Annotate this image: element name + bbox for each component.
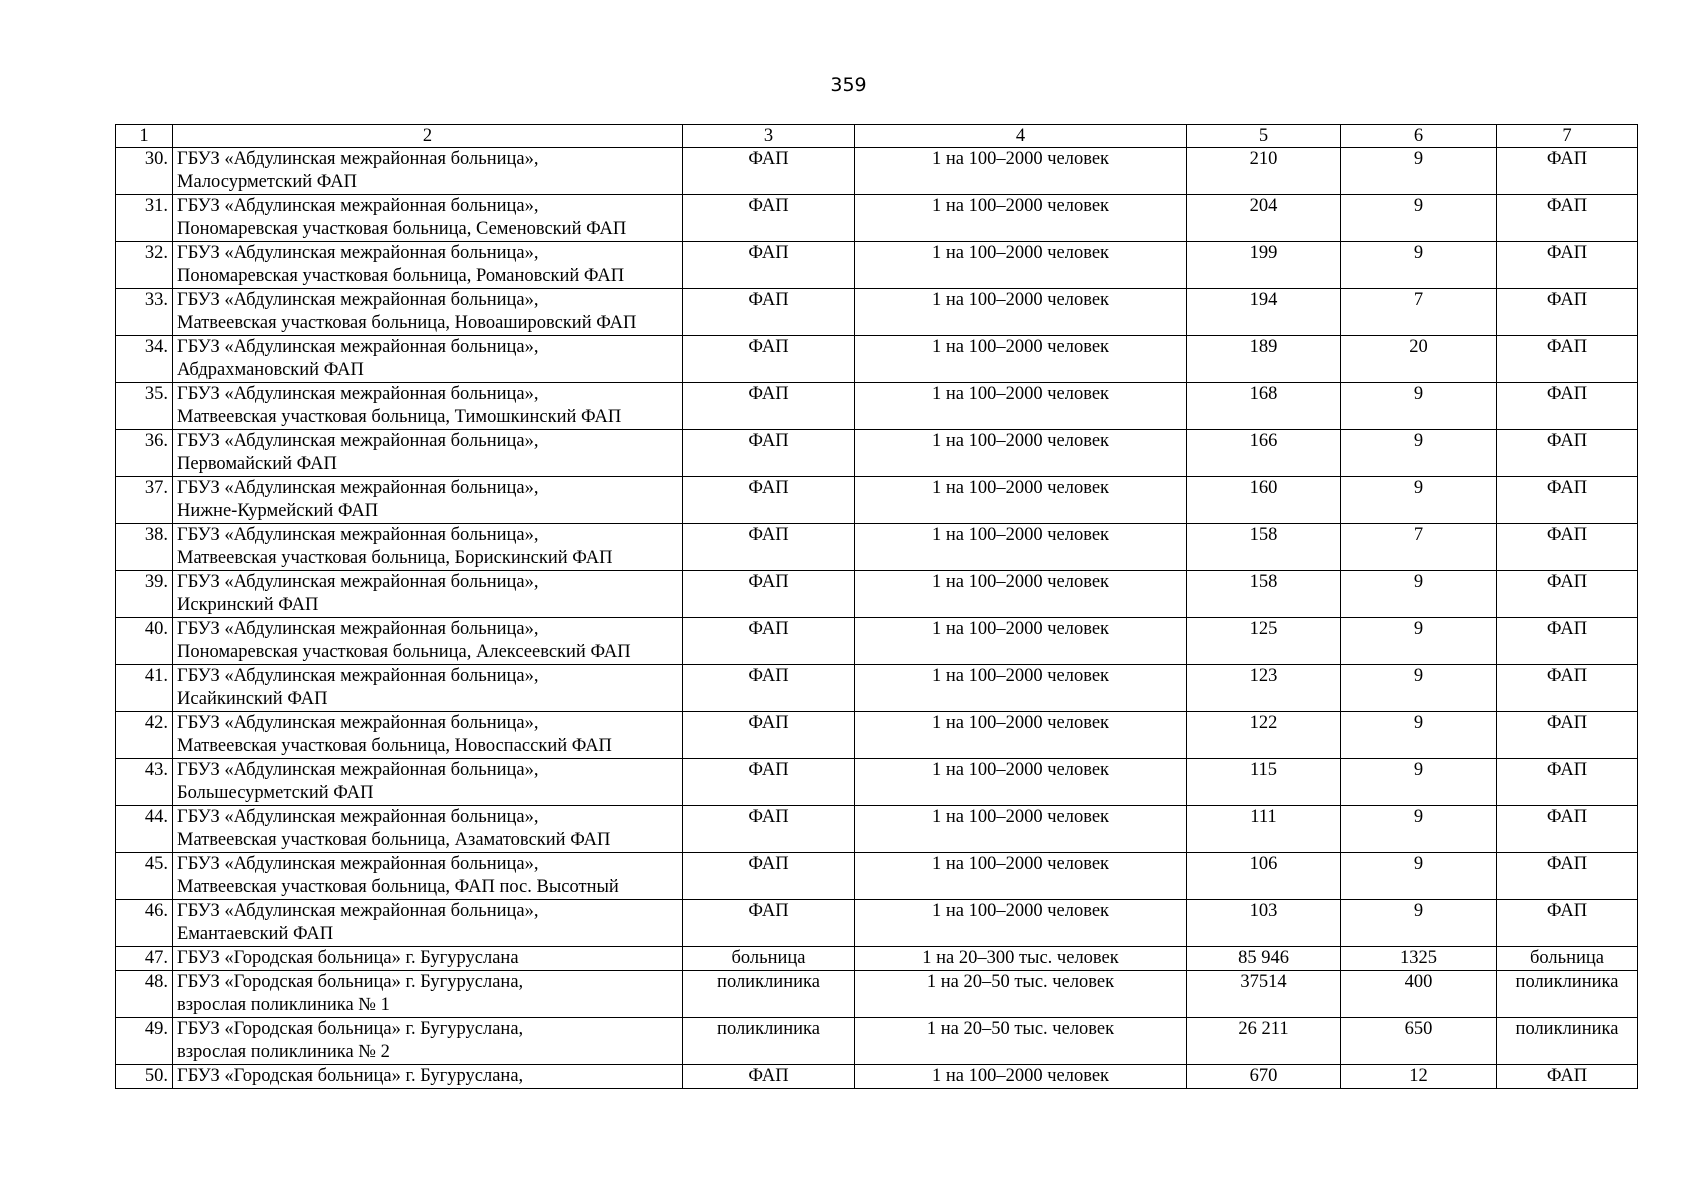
distance: 9 bbox=[1341, 383, 1497, 430]
facility-type: ФАП bbox=[683, 853, 855, 900]
row-number: 41. bbox=[116, 665, 173, 712]
facility-name bbox=[173, 947, 683, 971]
table-row bbox=[116, 900, 1638, 947]
facility-name-line: Искринский ФАП bbox=[177, 595, 319, 615]
population: 111 bbox=[1187, 806, 1341, 853]
service-norm: 1 на 100–2000 человек bbox=[855, 665, 1187, 712]
column-header: 1 bbox=[116, 125, 173, 148]
object-type: ФАП bbox=[1497, 242, 1638, 289]
facility-name-line: Матвеевская участковая больница, Новоспасский ФАП bbox=[177, 736, 612, 756]
facility-name-line: ГБУЗ «Абдулинская межрайонная больница», bbox=[177, 666, 539, 686]
facility-name bbox=[173, 289, 683, 336]
service-norm: 1 на 20–50 тыс. человек bbox=[855, 1018, 1187, 1065]
facility-name-line: Нижне-Курмейский ФАП bbox=[177, 501, 379, 521]
distance: 7 bbox=[1341, 524, 1497, 571]
object-type: ФАП bbox=[1497, 336, 1638, 383]
facility-type: ФАП bbox=[683, 477, 855, 524]
facility-name-line: Матвеевская участковая больница, ФАП пос. Высотный bbox=[177, 877, 619, 897]
distance: 9 bbox=[1341, 242, 1497, 289]
object-type: ФАП bbox=[1497, 806, 1638, 853]
facility-name-line: ГБУЗ «Городская больница» г. Бугуруслана, bbox=[177, 1066, 524, 1086]
object-type: ФАП bbox=[1497, 759, 1638, 806]
facility-type: ФАП bbox=[683, 571, 855, 618]
service-norm: 1 на 20–300 тыс. человек bbox=[855, 947, 1187, 971]
facility-name-line: ГБУЗ «Абдулинская межрайонная больница», bbox=[177, 807, 539, 827]
distance: 12 bbox=[1341, 1065, 1497, 1089]
service-norm: 1 на 100–2000 человек bbox=[855, 712, 1187, 759]
table-row bbox=[116, 1065, 1638, 1089]
service-norm: 1 на 20–50 тыс. человек bbox=[855, 971, 1187, 1018]
distance: 9 bbox=[1341, 430, 1497, 477]
service-norm: 1 на 100–2000 человек bbox=[855, 336, 1187, 383]
table-row bbox=[116, 665, 1638, 712]
facility-name bbox=[173, 1018, 683, 1065]
population: 26 211 bbox=[1187, 1018, 1341, 1065]
table-row bbox=[116, 853, 1638, 900]
population: 158 bbox=[1187, 571, 1341, 618]
facility-name-line: ГБУЗ «Абдулинская межрайонная больница», bbox=[177, 431, 539, 451]
table-row bbox=[116, 383, 1638, 430]
object-type: ФАП bbox=[1497, 195, 1638, 242]
facility-name-line: ГБУЗ «Абдулинская межрайонная больница», bbox=[177, 572, 539, 592]
population: 168 bbox=[1187, 383, 1341, 430]
table-row bbox=[116, 148, 1638, 195]
distance: 9 bbox=[1341, 806, 1497, 853]
facility-type: поликлиника bbox=[683, 1018, 855, 1065]
service-norm: 1 на 100–2000 человек bbox=[855, 148, 1187, 195]
facility-type: ФАП bbox=[683, 383, 855, 430]
row-number: 32. bbox=[116, 242, 173, 289]
table-row bbox=[116, 1018, 1638, 1065]
column-header: 6 bbox=[1341, 125, 1497, 148]
population: 199 bbox=[1187, 242, 1341, 289]
facility-name-line: ГБУЗ «Абдулинская межрайонная больница», bbox=[177, 854, 539, 874]
facility-name bbox=[173, 1065, 683, 1089]
page-number: 359 bbox=[830, 74, 867, 96]
facility-type: ФАП bbox=[683, 524, 855, 571]
facility-name bbox=[173, 806, 683, 853]
population: 115 bbox=[1187, 759, 1341, 806]
object-type: ФАП bbox=[1497, 383, 1638, 430]
row-number: 49. bbox=[116, 1018, 173, 1065]
facility-type: ФАП bbox=[683, 336, 855, 383]
row-number: 40. bbox=[116, 618, 173, 665]
service-norm: 1 на 100–2000 человек bbox=[855, 618, 1187, 665]
population: 125 bbox=[1187, 618, 1341, 665]
facility-type: ФАП bbox=[683, 148, 855, 195]
facility-name bbox=[173, 900, 683, 947]
facility-name-line: ГБУЗ «Абдулинская межрайонная больница», bbox=[177, 290, 539, 310]
distance: 9 bbox=[1341, 571, 1497, 618]
facility-name-line: Матвеевская участковая больница, Азаматовский ФАП bbox=[177, 830, 611, 850]
facility-name bbox=[173, 524, 683, 571]
service-norm: 1 на 100–2000 человек bbox=[855, 195, 1187, 242]
facility-name bbox=[173, 383, 683, 430]
facilities-table bbox=[115, 124, 1638, 1089]
facility-name-line: ГБУЗ «Абдулинская межрайонная больница», bbox=[177, 196, 539, 216]
facility-name bbox=[173, 665, 683, 712]
service-norm: 1 на 100–2000 человек bbox=[855, 289, 1187, 336]
facility-name-line: ГБУЗ «Абдулинская межрайонная больница», bbox=[177, 149, 539, 169]
facility-name bbox=[173, 971, 683, 1018]
population: 204 bbox=[1187, 195, 1341, 242]
facility-name-line: Пономаревская участковая больница, Романовский ФАП bbox=[177, 266, 625, 286]
facility-name bbox=[173, 477, 683, 524]
facility-name-line: Матвеевская участковая больница, Тимошкинский ФАП bbox=[177, 407, 622, 427]
table-row bbox=[116, 289, 1638, 336]
population: 103 bbox=[1187, 900, 1341, 947]
facility-name bbox=[173, 853, 683, 900]
facility-name-line: Пономаревская участковая больница, Алексеевский ФАП bbox=[177, 642, 631, 662]
distance: 650 bbox=[1341, 1018, 1497, 1065]
row-number: 39. bbox=[116, 571, 173, 618]
object-type: поликлиника bbox=[1497, 971, 1638, 1018]
table-row bbox=[116, 806, 1638, 853]
facility-type: поликлиника bbox=[683, 971, 855, 1018]
column-header: 5 bbox=[1187, 125, 1341, 148]
population: 85 946 bbox=[1187, 947, 1341, 971]
service-norm: 1 на 100–2000 человек bbox=[855, 242, 1187, 289]
facility-name bbox=[173, 242, 683, 289]
service-norm: 1 на 100–2000 человек bbox=[855, 571, 1187, 618]
facility-name-line: ГБУЗ «Абдулинская межрайонная больница», bbox=[177, 713, 539, 733]
facility-name bbox=[173, 712, 683, 759]
facility-name-line: ГБУЗ «Абдулинская межрайонная больница», bbox=[177, 760, 539, 780]
facility-name bbox=[173, 618, 683, 665]
service-norm: 1 на 100–2000 человек bbox=[855, 1065, 1187, 1089]
facility-name bbox=[173, 336, 683, 383]
facility-name-line: Емантаевский ФАП bbox=[177, 924, 334, 944]
column-number-row bbox=[116, 125, 1638, 148]
distance: 400 bbox=[1341, 971, 1497, 1018]
table-row bbox=[116, 477, 1638, 524]
object-type: ФАП bbox=[1497, 900, 1638, 947]
row-number: 44. bbox=[116, 806, 173, 853]
facility-type: ФАП bbox=[683, 759, 855, 806]
table-row bbox=[116, 195, 1638, 242]
population: 122 bbox=[1187, 712, 1341, 759]
table-row bbox=[116, 524, 1638, 571]
facility-name bbox=[173, 759, 683, 806]
population: 37514 bbox=[1187, 971, 1341, 1018]
population: 210 bbox=[1187, 148, 1341, 195]
row-number: 42. bbox=[116, 712, 173, 759]
object-type: ФАП bbox=[1497, 1065, 1638, 1089]
row-number: 43. bbox=[116, 759, 173, 806]
facility-type: ФАП bbox=[683, 618, 855, 665]
facility-name bbox=[173, 148, 683, 195]
table-row bbox=[116, 430, 1638, 477]
facility-name-line: Исайкинский ФАП bbox=[177, 689, 328, 709]
population: 123 bbox=[1187, 665, 1341, 712]
object-type: ФАП bbox=[1497, 571, 1638, 618]
column-header: 4 bbox=[855, 125, 1187, 148]
facility-type: больница bbox=[683, 947, 855, 971]
table-row bbox=[116, 242, 1638, 289]
facility-name bbox=[173, 195, 683, 242]
facility-type: ФАП bbox=[683, 806, 855, 853]
distance: 9 bbox=[1341, 665, 1497, 712]
facility-name-line: ГБУЗ «Абдулинская межрайонная больница», bbox=[177, 337, 539, 357]
object-type: ФАП bbox=[1497, 524, 1638, 571]
row-number: 30. bbox=[116, 148, 173, 195]
facility-name-line: ГБУЗ «Абдулинская межрайонная больница», bbox=[177, 243, 539, 263]
population: 106 bbox=[1187, 853, 1341, 900]
distance: 9 bbox=[1341, 148, 1497, 195]
facility-type: ФАП bbox=[683, 242, 855, 289]
population: 160 bbox=[1187, 477, 1341, 524]
distance: 9 bbox=[1341, 618, 1497, 665]
facility-name-line: ГБУЗ «Абдулинская межрайонная больница», bbox=[177, 478, 539, 498]
facility-name-line: ГБУЗ «Абдулинская межрайонная больница», bbox=[177, 619, 539, 639]
row-number: 35. bbox=[116, 383, 173, 430]
service-norm: 1 на 100–2000 человек bbox=[855, 430, 1187, 477]
service-norm: 1 на 100–2000 человек bbox=[855, 853, 1187, 900]
row-number: 45. bbox=[116, 853, 173, 900]
facility-name-line: ГБУЗ «Городская больница» г. Бугуруслана, bbox=[177, 972, 524, 992]
distance: 1325 bbox=[1341, 947, 1497, 971]
object-type: ФАП bbox=[1497, 430, 1638, 477]
facility-name-line: Матвеевская участковая больница, Новоашировский ФАП bbox=[177, 313, 637, 333]
facility-type: ФАП bbox=[683, 665, 855, 712]
row-number: 50. bbox=[116, 1065, 173, 1089]
row-number: 37. bbox=[116, 477, 173, 524]
table-row bbox=[116, 336, 1638, 383]
object-type: ФАП bbox=[1497, 618, 1638, 665]
service-norm: 1 на 100–2000 человек bbox=[855, 806, 1187, 853]
facility-name-line: взрослая поликлиника № 2 bbox=[177, 1042, 390, 1062]
facility-name-line: Первомайский ФАП bbox=[177, 454, 337, 474]
object-type: больница bbox=[1497, 947, 1638, 971]
distance: 20 bbox=[1341, 336, 1497, 383]
row-number: 38. bbox=[116, 524, 173, 571]
row-number: 46. bbox=[116, 900, 173, 947]
facility-name bbox=[173, 571, 683, 618]
table-row bbox=[116, 759, 1638, 806]
column-header: 2 bbox=[173, 125, 683, 148]
facility-name bbox=[173, 430, 683, 477]
object-type: ФАП bbox=[1497, 853, 1638, 900]
row-number: 34. bbox=[116, 336, 173, 383]
facility-name-line: взрослая поликлиника № 1 bbox=[177, 995, 390, 1015]
facility-name-line: Малосурметский ФАП bbox=[177, 172, 357, 192]
distance: 9 bbox=[1341, 195, 1497, 242]
table-row bbox=[116, 571, 1638, 618]
table-row bbox=[116, 618, 1638, 665]
distance: 9 bbox=[1341, 759, 1497, 806]
facility-name-line: Пономаревская участковая больница, Семеновский ФАП bbox=[177, 219, 627, 239]
facility-type: ФАП bbox=[683, 195, 855, 242]
service-norm: 1 на 100–2000 человек bbox=[855, 477, 1187, 524]
facility-name-line: Большесурметский ФАП bbox=[177, 783, 374, 803]
table-row bbox=[116, 947, 1638, 971]
object-type: ФАП bbox=[1497, 477, 1638, 524]
object-type: ФАП bbox=[1497, 712, 1638, 759]
object-type: ФАП bbox=[1497, 148, 1638, 195]
object-type: поликлиника bbox=[1497, 1018, 1638, 1065]
row-number: 36. bbox=[116, 430, 173, 477]
facility-name-line: ГБУЗ «Городская больница» г. Бугуруслана, bbox=[177, 1019, 524, 1039]
facility-type: ФАП bbox=[683, 712, 855, 759]
table-row bbox=[116, 712, 1638, 759]
object-type: ФАП bbox=[1497, 289, 1638, 336]
service-norm: 1 на 100–2000 человек bbox=[855, 900, 1187, 947]
service-norm: 1 на 100–2000 человек bbox=[855, 524, 1187, 571]
column-header: 3 bbox=[683, 125, 855, 148]
facility-type: ФАП bbox=[683, 430, 855, 477]
distance: 9 bbox=[1341, 712, 1497, 759]
facility-name-line: Абдрахмановский ФАП bbox=[177, 360, 364, 380]
facility-type: ФАП bbox=[683, 289, 855, 336]
facility-name-line: ГБУЗ «Абдулинская межрайонная больница», bbox=[177, 525, 539, 545]
population: 158 bbox=[1187, 524, 1341, 571]
facility-name-line: ГБУЗ «Абдулинская межрайонная больница», bbox=[177, 901, 539, 921]
row-number: 47. bbox=[116, 947, 173, 971]
row-number: 33. bbox=[116, 289, 173, 336]
row-number: 31. bbox=[116, 195, 173, 242]
row-number: 48. bbox=[116, 971, 173, 1018]
column-header: 7 bbox=[1497, 125, 1638, 148]
distance: 7 bbox=[1341, 289, 1497, 336]
population: 194 bbox=[1187, 289, 1341, 336]
object-type: ФАП bbox=[1497, 665, 1638, 712]
facility-type: ФАП bbox=[683, 900, 855, 947]
facility-name-line: Матвеевская участковая больница, Борискинский ФАП bbox=[177, 548, 613, 568]
distance: 9 bbox=[1341, 853, 1497, 900]
facility-name-line: ГБУЗ «Городская больница» г. Бугуруслана bbox=[177, 948, 519, 968]
distance: 9 bbox=[1341, 900, 1497, 947]
facility-name-line: ГБУЗ «Абдулинская межрайонная больница», bbox=[177, 384, 539, 404]
population: 189 bbox=[1187, 336, 1341, 383]
population: 670 bbox=[1187, 1065, 1341, 1089]
facility-type: ФАП bbox=[683, 1065, 855, 1089]
table-row bbox=[116, 971, 1638, 1018]
population: 166 bbox=[1187, 430, 1341, 477]
service-norm: 1 на 100–2000 человек bbox=[855, 759, 1187, 806]
distance: 9 bbox=[1341, 477, 1497, 524]
service-norm: 1 на 100–2000 человек bbox=[855, 383, 1187, 430]
